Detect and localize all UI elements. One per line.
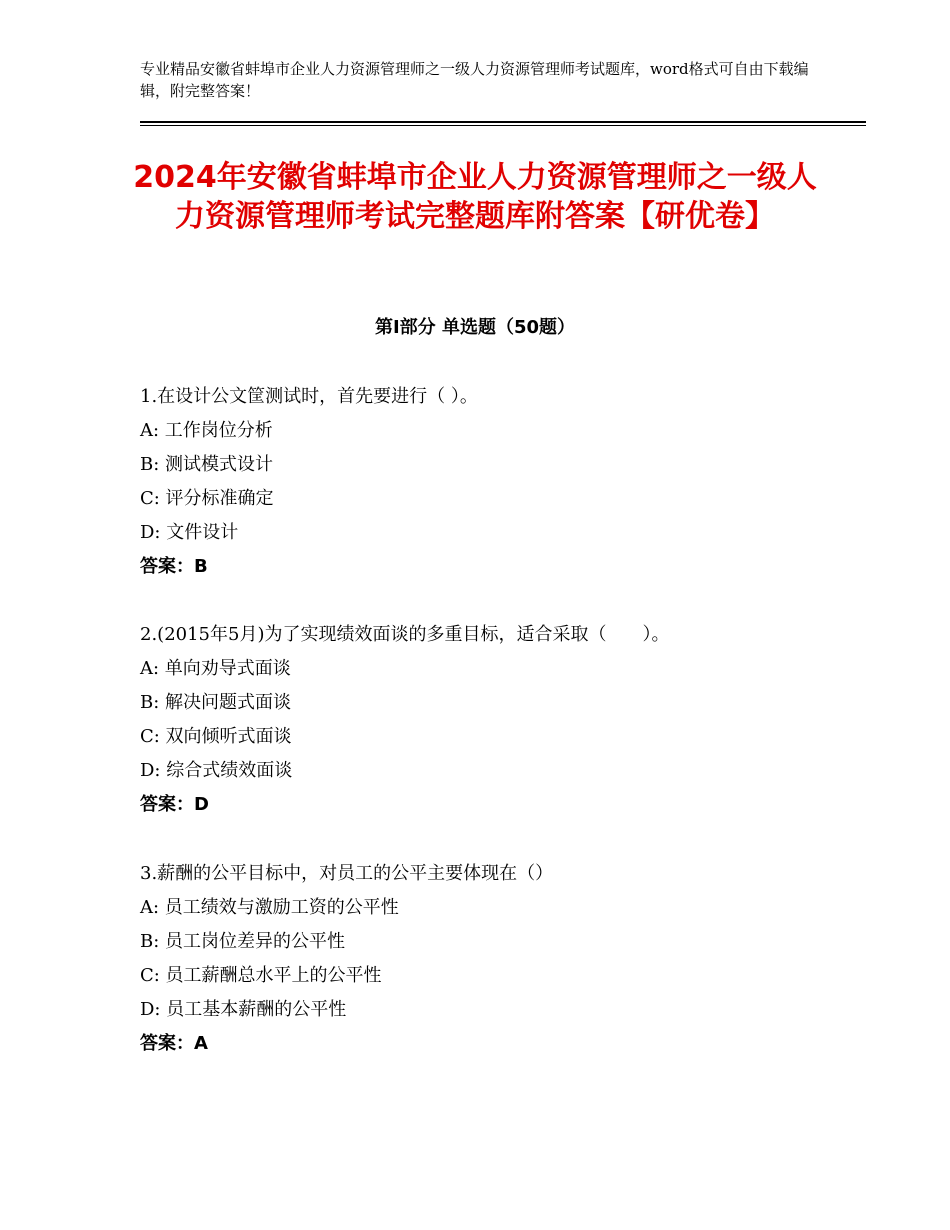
answer: 答案：A [140,1033,208,1054]
question-1 [140,380,860,584]
option-c: C: 评分标准确定 [140,488,274,509]
question-2 [140,618,860,822]
option-c: C: 员工薪酬总水平上的公平性 [140,965,382,986]
option-d: D: 文件设计 [140,522,239,543]
document-title: 2024年安徽省蚌埠市企业人力资源管理师之一级人力资源管理师考试完整题库附答案【研优卷】 [133,160,817,234]
question-stem: 3.薪酬的公平目标中，对员工的公平主要体现在（） [140,863,554,884]
answer: 答案：D [140,794,209,815]
option-d: D: 综合式绩效面谈 [140,760,293,781]
section-heading: 第Ⅰ部分 单选题（50题） [374,317,575,338]
header-rule-thick [140,121,866,123]
option-a: A: 单向劝导式面谈 [140,658,291,679]
option-b: B: 解决问题式面谈 [140,692,292,713]
answer: 答案：B [140,556,208,577]
question-stem: 1.在设计公文筐测试时，首先要进行（ ）。 [140,386,478,407]
header-rule-thin [140,125,866,126]
option-d: D: 员工基本薪酬的公平性 [140,999,347,1020]
option-a: A: 工作岗位分析 [140,420,273,441]
option-b: B: 测试模式设计 [140,454,274,475]
option-a: A: 员工绩效与激励工资的公平性 [140,897,399,918]
option-c: C: 双向倾听式面谈 [140,726,292,747]
header-note: 专业精品安徽省蚌埠市企业人力资源管理师之一级人力资源管理师考试题库，word格式可自由下载编辑，附完整答案！ [140,60,809,100]
question-stem: 2.(2015年5月)为了实现绩效面谈的多重目标，适合采取（ ）。 [140,624,670,645]
option-b: B: 员工岗位差异的公平性 [140,931,346,952]
question-3 [140,857,860,1061]
